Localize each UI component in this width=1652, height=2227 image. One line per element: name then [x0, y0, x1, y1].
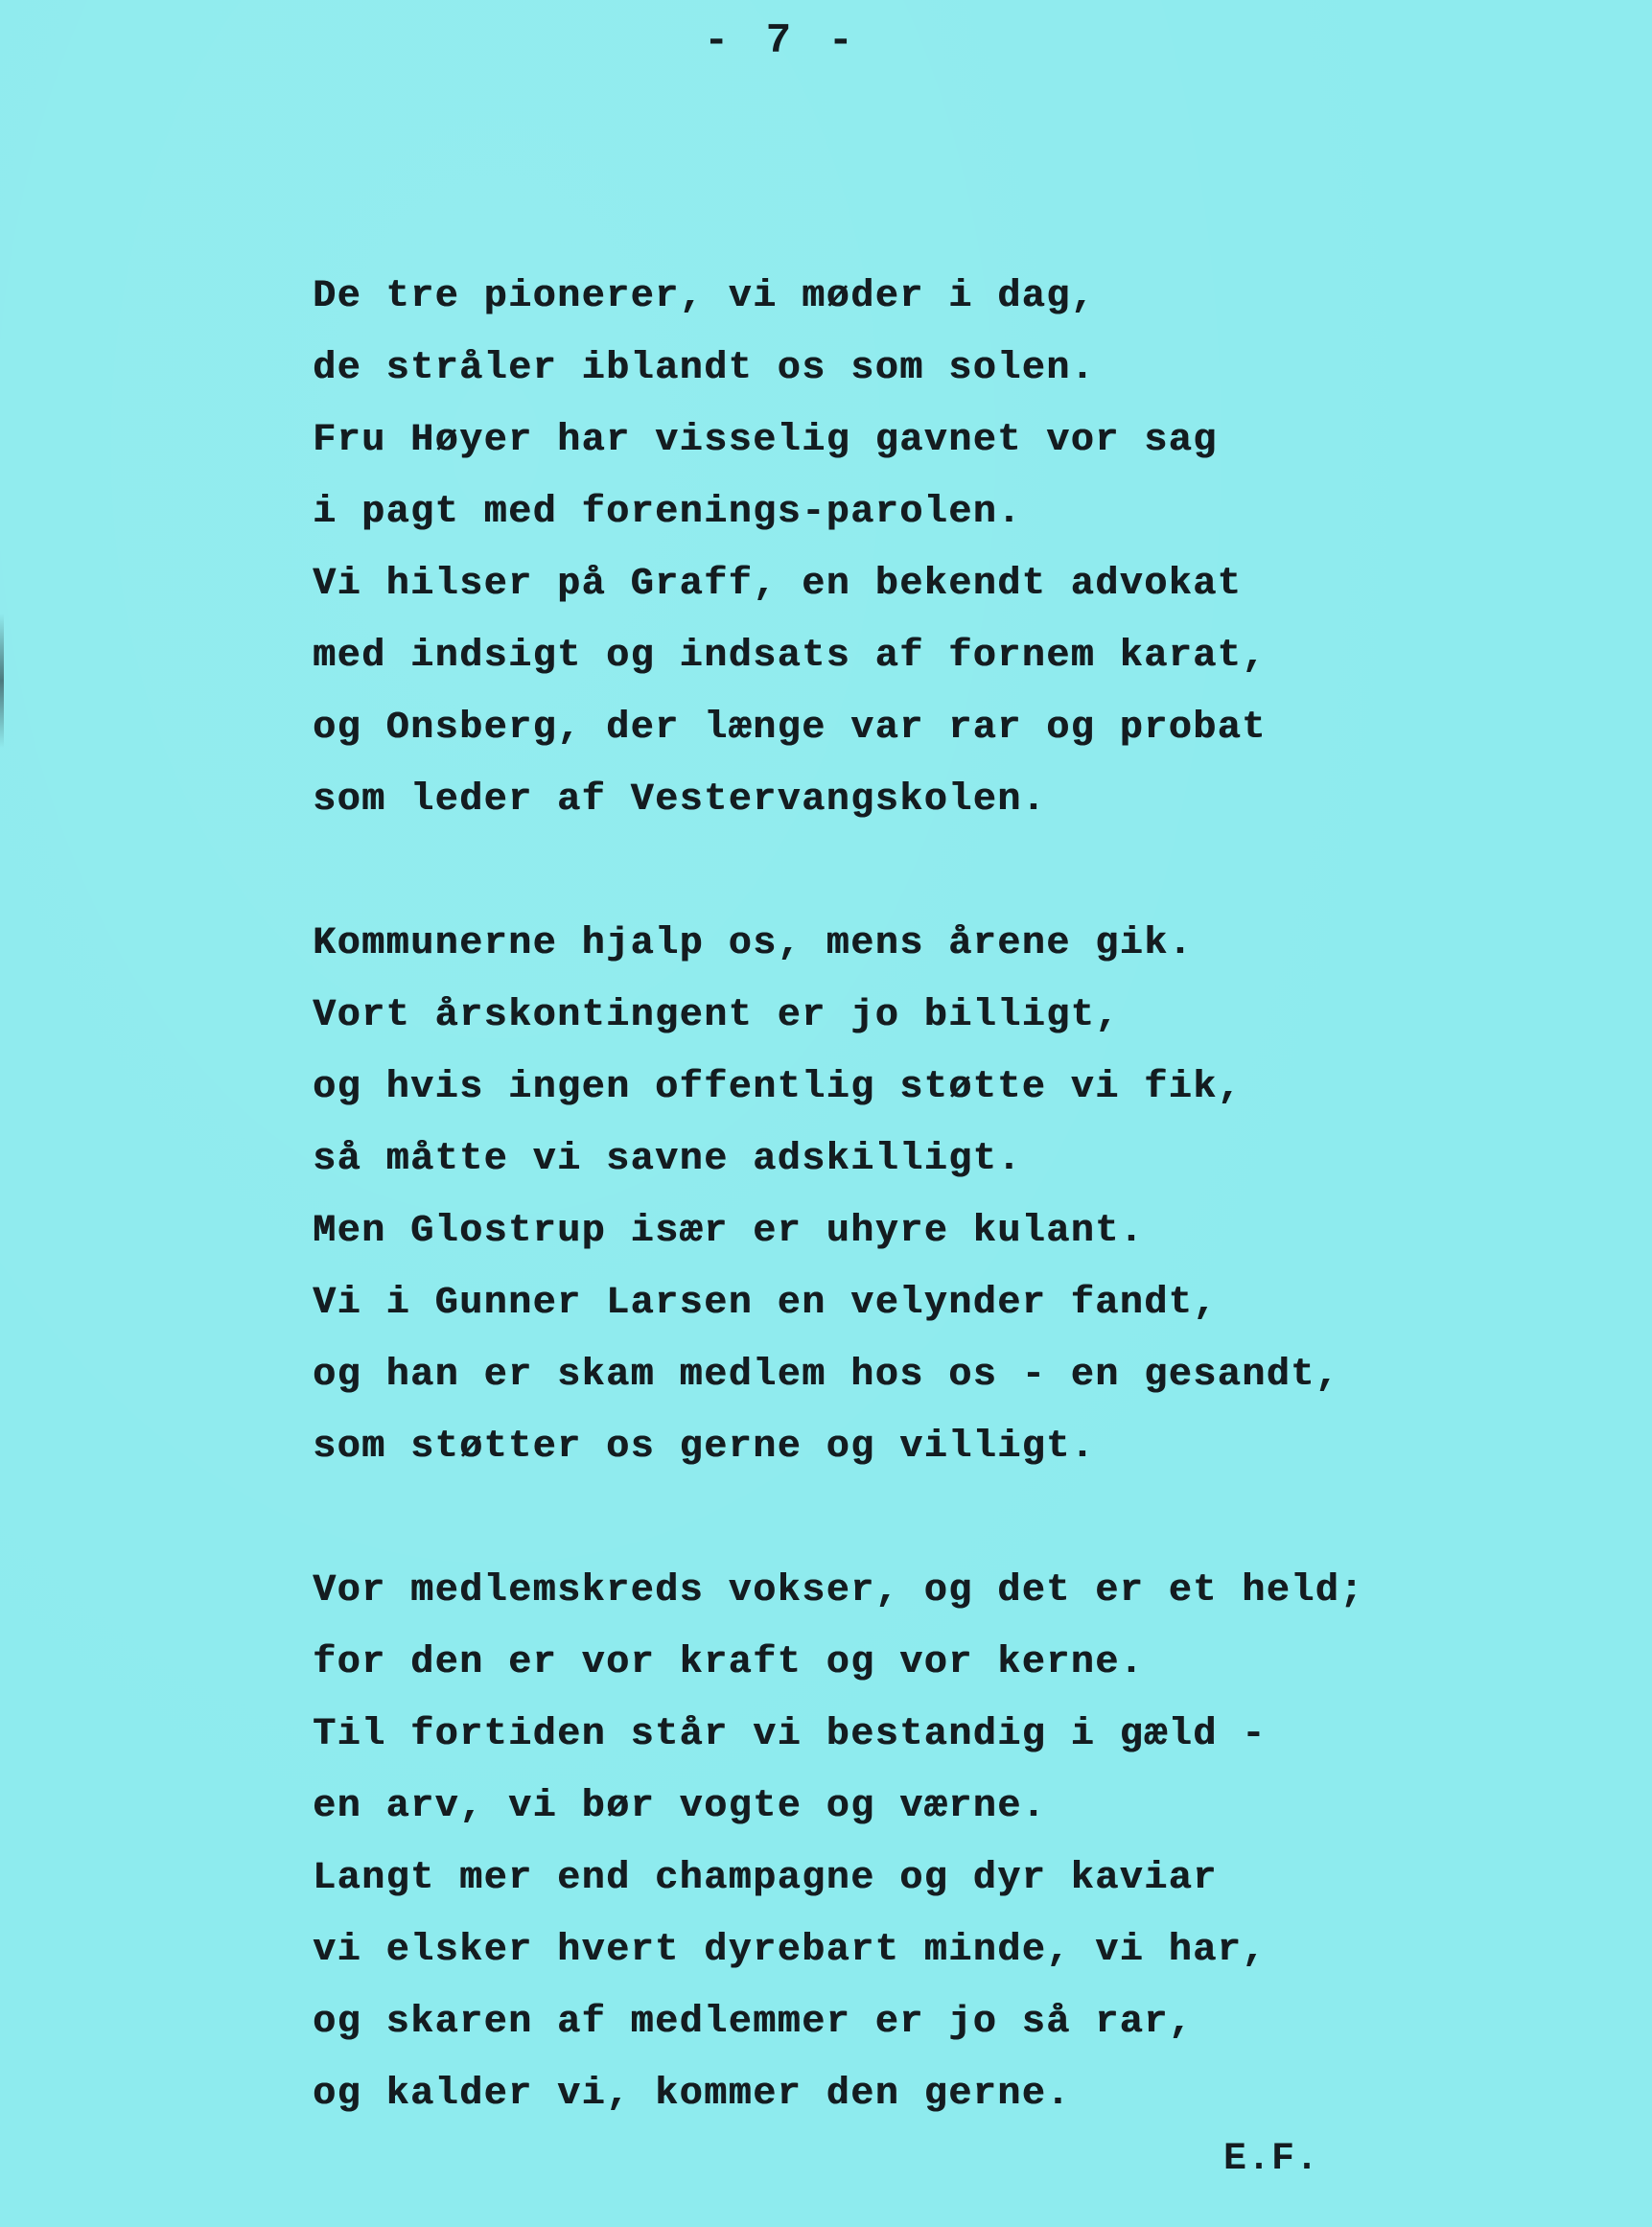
poem-line: Fru Høyer har visselig gavnet vor sag [313, 419, 1218, 462]
poem-line: og kalder vi, kommer den gerne. [313, 2073, 1071, 2116]
stanza-3 [313, 1555, 1492, 2130]
poem-line: Langt mer end champagne og dyr kaviar [313, 1857, 1218, 1900]
stanza-1 [313, 261, 1492, 836]
poem-line: som leder af Vestervangskolen. [313, 778, 1047, 822]
poem-line: så måtte vi savne adskilligt. [313, 1138, 1022, 1181]
poem-line: de stråler iblandt os som solen. [313, 347, 1096, 390]
poem-line: Kommunerne hjalp os, mens årene gik. [313, 922, 1194, 965]
poem-line: Men Glostrup især er uhyre kulant. [313, 1210, 1145, 1253]
author-signature: E.F. [1223, 2138, 1320, 2181]
poem-line: med indsigt og indsats af fornem karat, [313, 635, 1267, 678]
poem [313, 261, 1492, 2202]
stanza-2 [313, 908, 1492, 1483]
poem-line: Vort årskontingent er jo billigt, [313, 994, 1120, 1037]
poem-line: Vi i Gunner Larsen en velynder fandt, [313, 1282, 1218, 1325]
poem-line: en arv, vi bør vogte og værne. [313, 1785, 1047, 1828]
poem-line: Til fortiden står vi bestandig i gæld - [313, 1713, 1267, 1756]
poem-line: og Onsberg, der længe var rar og probat [313, 707, 1267, 750]
poem-line: og han er skam medlem hos os - en gesandt, [313, 1354, 1340, 1397]
poem-line: i pagt med forenings-parolen. [313, 491, 1022, 534]
paper-edge-mark [0, 614, 4, 748]
poem-line: vi elsker hvert dyrebart minde, vi har, [313, 1929, 1267, 1972]
page-number: - 7 - [703, 17, 860, 65]
poem-line: Vi hilser på Graff, en bekendt advokat [313, 563, 1243, 606]
poem-line: Vor medlemskreds vokser, og det er et held; [313, 1569, 1364, 1612]
poem-line: for den er vor kraft og vor kerne. [313, 1641, 1145, 1684]
poem-line: De tre pionerer, vi møder i dag, [313, 275, 1096, 318]
poem-line: som støtter os gerne og villigt. [313, 1426, 1096, 1469]
poem-line: og skaren af medlemmer er jo så rar, [313, 2001, 1194, 2044]
poem-line: og hvis ingen offentlig støtte vi fik, [313, 1066, 1243, 1109]
